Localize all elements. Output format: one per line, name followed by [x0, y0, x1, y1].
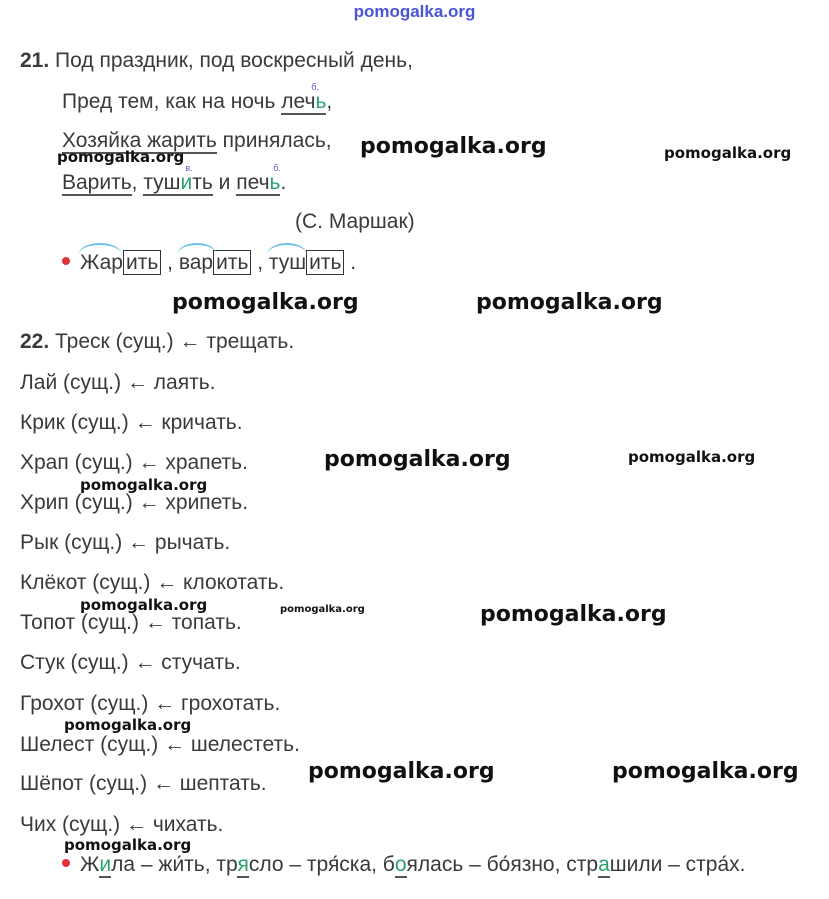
morph-word-3 [269, 251, 345, 274]
note-v: в. [185, 163, 193, 173]
watermark: pomogalka.org [64, 836, 192, 854]
ex22-line: Стук (сущ.) ← стучать. [20, 651, 241, 674]
ex22-number: 22. [20, 330, 50, 353]
vowel-i: и [180, 171, 193, 194]
ex21-line3-rest: принялась, [216, 129, 332, 152]
root-arc-icon [78, 243, 122, 255]
ex22-line: Шелест (сущ.) ← шелестеть. [20, 733, 300, 756]
ex22-line: Чих (сущ.) ← чихать. [20, 813, 224, 836]
soft-sign: ь [315, 90, 327, 113]
text-part: шили – стра́х. [609, 853, 746, 876]
ex21-line1 [20, 48, 413, 74]
text-part: ла – жи́ть, тр [111, 853, 238, 876]
morph-root: туш [268, 251, 307, 274]
ex22-line: Лай (сущ.) ← лаять. [20, 371, 216, 394]
watermark: pomogalka.org [360, 134, 547, 159]
highlight-vowel: и [99, 853, 112, 876]
watermark: pomogalka.org [64, 716, 192, 734]
watermark: pomogalka.org [324, 447, 511, 472]
morph-root: вар [178, 251, 214, 274]
watermark: pomogalka.org [80, 476, 208, 494]
morph-ending: ить [123, 250, 161, 275]
word-zharit: Хозяйка жарить [62, 129, 217, 152]
watermark: pomogalka.org [612, 759, 799, 784]
ex21-line2-text: Пред тем, как на ночь [62, 90, 282, 113]
highlight-vowel: о [394, 853, 407, 876]
root-arc-icon [177, 243, 217, 255]
ex21-line4 [62, 163, 287, 196]
watermark: pomogalka.org [476, 290, 663, 315]
ex22-line: Храп (сущ.) ← храпеть. [20, 451, 248, 474]
ex22-last-line [62, 852, 746, 878]
watermark: pomogalka.org [57, 148, 185, 166]
punct: , [326, 90, 333, 113]
watermark: pomogalka.org [280, 604, 365, 615]
watermark: pomogalka.org [480, 602, 667, 627]
punct: , [257, 251, 264, 274]
ex22-first-text: Треск (сущ.) ← трещать. [49, 330, 295, 353]
punct: . [350, 251, 357, 274]
word-tushit-stem: туш [143, 171, 181, 194]
word-pech-stem: печ [236, 171, 270, 194]
word-lech [281, 82, 327, 115]
ex22-line: Грохот (сущ.) ← грохотать. [20, 692, 281, 715]
morph-ending: ить [213, 250, 251, 275]
morph-word-2 [179, 251, 252, 274]
word-varit: Варить [62, 171, 132, 194]
root-arc-icon [267, 243, 307, 255]
ex21-author: (С. Маршак) [295, 210, 415, 233]
ex22-line: Хрип (сущ.) ← хрипеть. [20, 491, 249, 514]
ex21-line1-text: Под праздник, под воскресный день, [55, 49, 413, 72]
watermark: pomogalka.org [628, 448, 756, 466]
ex22-line: Рык (сущ.) ← рычать. [20, 531, 231, 554]
morph-root: Жар [80, 251, 123, 274]
punct: , [131, 171, 144, 194]
ex22-line: Шёпот (сущ.) ← шептать. [20, 772, 267, 795]
bullet-icon [62, 859, 70, 867]
ex22-line: Топот (сущ.) ← топать. [20, 611, 242, 634]
highlight-vowel: я [237, 853, 249, 876]
soft-sign: ь [269, 171, 281, 194]
word-tushit [143, 163, 213, 196]
morph-ending: ить [306, 250, 344, 275]
highlight-vowel: а [598, 853, 610, 876]
watermark: pomogalka.org [308, 759, 495, 784]
watermark-top: pomogalka.org [353, 2, 476, 21]
punct: . [280, 171, 287, 194]
morph-word-1 [80, 251, 161, 274]
word-lech-stem: леч [281, 90, 316, 113]
ex22-first-line [20, 329, 294, 355]
ex21-analysis [62, 250, 356, 276]
punct: , [167, 251, 173, 274]
note-b: б. [311, 82, 319, 92]
ex21-number: 21. [20, 49, 50, 72]
bullet-icon [62, 257, 70, 265]
word-pech [236, 163, 281, 196]
watermark: pomogalka.org [172, 290, 359, 315]
text-part: Ж [80, 853, 100, 876]
watermark: pomogalka.org [80, 596, 208, 614]
ex21-line2 [62, 82, 333, 115]
text-part: ялась – бо́язно, стр [406, 853, 599, 876]
note-b: б. [273, 163, 281, 173]
ex22-line: Крик (сущ.) ← кричать. [20, 411, 243, 434]
conj: и [212, 171, 237, 194]
ex22-line: Клёкот (сущ.) ← клокотать. [20, 571, 285, 594]
watermark: pomogalka.org [664, 144, 792, 162]
text-part: сло – тря́ска, б [248, 853, 395, 876]
word-tushit-end: ть [192, 171, 213, 194]
